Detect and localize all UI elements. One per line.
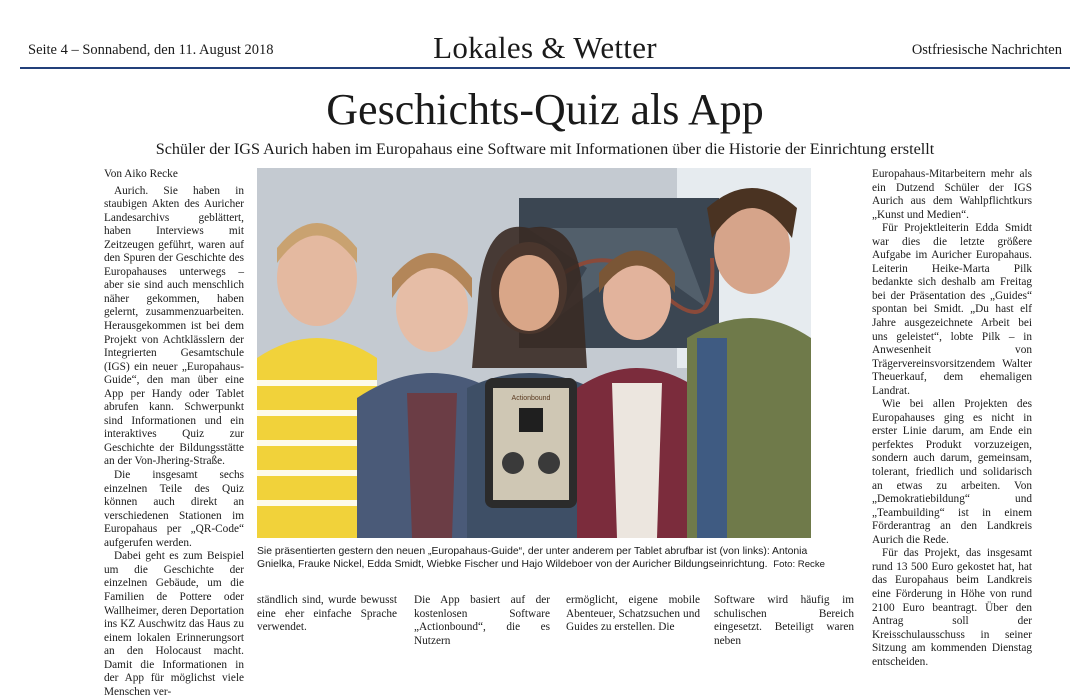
paragraph: Für Projektleiterin Edda Smidt war dies die letzte größere Aufgabe im Auricher Europahaus. Leiterin Heike-Marta Pilk bedankte sich deshalb am Freitag bei der Präsentation des „Guides“ spontan bei Smidt. „Du hast elf Jahre ausgezeichnete Arbeit bei uns geleistet“, lobte Pilk – in Anwesenheit von Trägervereinsvorsitzendem Walter Theuerkauf, dem ehemaligen Landrat. xyxy=(872,222,1032,397)
caption-text: Sie präsentierten gestern den neuen „Europahaus-Guide“, der unter anderem per Tablet abrufbar ist (von links): Antonia Gnielka, Frauke Nickel, Edda Smidt, Wiebke Fischer und Hajo Wildeboer von der Auricher Bildungseinrichtung. xyxy=(257,546,808,570)
paragraph: Die insgesamt sechs einzelnen Teile des Quiz können auch direkt an verschiedenen Stationen im Europahaus per „QR-Code“ aufgerufen werden. xyxy=(104,469,244,549)
paragraph: Wie bei allen Projekten des Europahauses ging es nicht in erster Linie darum, am Ende ein perfektes Produkt vorzuzeigen, sondern auch darum, gemeinsam, tolerant, friedlich und solidarisch an etwas zu arbeiten. Von „Demokratiebildung“ und „Teambuilding“ ist in einem Förderantrag an den Landkreis Aurich die Rede. xyxy=(872,398,1032,546)
page-date-line: Seite 4 – Sonnabend, den 11. August 2018 xyxy=(28,42,274,58)
section-title: Lokales & Wetter xyxy=(433,30,657,65)
newspaper-name: Ostfriesische Nachrichten xyxy=(911,42,1062,58)
paragraph: Europahaus-Mitarbeitern mehr als ein Dutzend Schüler der IGS Aurich aus dem Wahlpflichtkurs „Kunst und Medien“. xyxy=(872,168,1032,221)
paragraph: Aurich. Sie haben in staubigen Akten des Auricher Landesarchivs geblättert, haben Interviews mit Zeitzeugen geführt, waren auf den Spuren der Geschichte des Europahauses unterwegs – aber sie sind auch menschlich näher gekommen, haben gelernt, zusammenzuarbeiten. Herausgekommen ist bei dem Projekt von Achtklässlern der Integrierten Gesamtschule (IGS) ein neuer „Europahaus-Guide“, den man über eine App per Handy oder Tablet abrufen kann. Schwerpunkt sind Informationen und ein interaktives Quiz zur Geschichte der Bildungsstätte an der Von-Jhering-Straße. xyxy=(104,184,244,468)
tablet-app-label: Actionbound xyxy=(511,395,551,402)
paragraph: Für das Projekt, das insgesamt rund 13 500 Euro gekostet hat, hat das Europahaus beim Landkreis eine Förderung in Höhe von rund 2100 Euro beantragt. Über den Antrag soll der Kreisschulausschuss in seiner Sitzung am kommenden Dienstag entscheiden. xyxy=(872,547,1032,668)
masthead xyxy=(20,28,1070,68)
paragraph: Dabei geht es zum Beispiel um die Geschichte der einzelnen Gebäude, um die Familien de Pottere oder Wallheimer, deren Deportation ins KZ Auschwitz das Haus zu einem lokalen Erinnerungsort an den Holocaust macht. Damit die Informationen in der App für möglichst viele Menschen ver- xyxy=(104,550,244,698)
masthead-rule xyxy=(20,67,1070,69)
article-headline: Geschichts-Quiz als App xyxy=(326,85,764,134)
bottom-column-3: ermöglicht, eigene mobile Abenteuer, Schatzsuchen und Guides zu erstellen. Die xyxy=(566,594,700,634)
bottom-column-2: Die App basiert auf der kostenlosen Software „Actionbound“, die es Nutzern xyxy=(414,594,550,647)
photo-credit: Foto: Recke xyxy=(773,559,825,570)
bottom-column-4: Software wird häufig im schulischen Bereich eingesetzt. Beteiligt waren neben xyxy=(714,594,854,647)
article-subheadline: Schüler der IGS Aurich haben im Europahaus eine Software mit Informationen über die Historie der Einrichtung erstellt xyxy=(155,140,935,158)
article-column-1 xyxy=(104,168,244,699)
group-photo-illustration xyxy=(257,168,811,538)
photo-caption xyxy=(257,545,825,571)
bottom-column-1: ständlich sind, wurde bewusst eine eher einfache Sprache verwendet. xyxy=(257,594,397,634)
article-photo xyxy=(257,168,811,538)
byline: Von Aiko Recke xyxy=(104,168,178,180)
article-column-4 xyxy=(872,168,1032,669)
